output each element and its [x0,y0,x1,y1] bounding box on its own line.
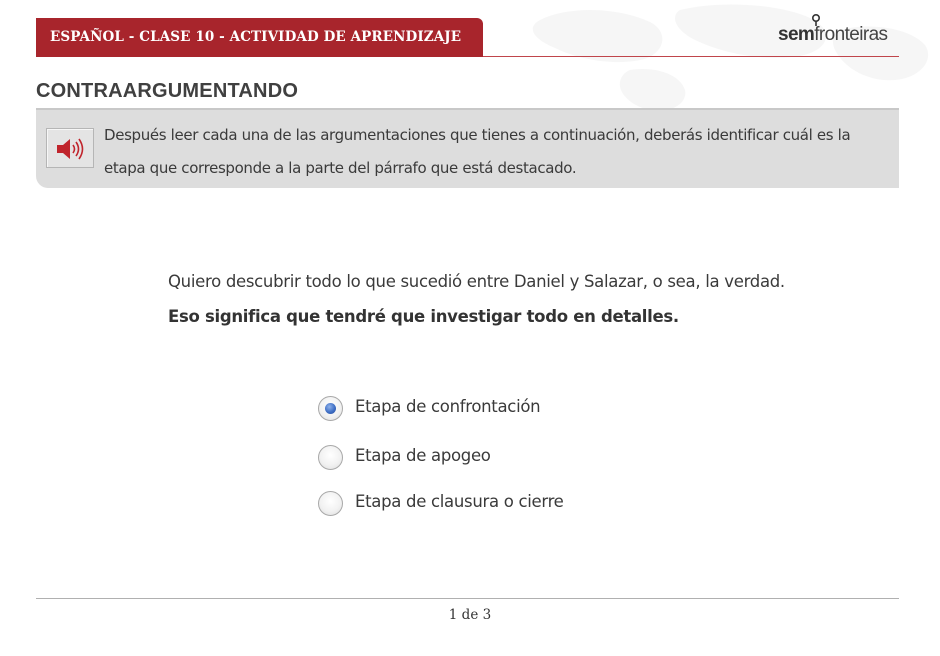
argument-paragraph [168,264,788,334]
speaker-icon [56,137,86,161]
footer-divider [36,598,899,599]
option-label: Etapa de clausura o cierre [355,492,564,511]
radio-button[interactable] [318,445,343,470]
semfronteiras-logo [778,14,902,46]
option-label: Etapa de apogeo [355,446,491,465]
argument-highlighted-text: Eso significa que tendré que investigar todo en detalles. [168,307,679,326]
instruction-text: Después leer cada una de las argumentaciones que tienes a continuación, deberás identificar cuál es la etapa que corresponde a la parte del párrafo que está destacado. [104,126,851,177]
radio-button[interactable] [318,491,343,516]
instruction-panel [36,110,899,188]
option-confrontacion[interactable] [318,394,638,424]
header-divider [483,56,899,57]
argument-plain-text: Quiero descubrir todo lo que sucedió entre Daniel y Salazar, o sea, la verdad. [168,272,785,291]
brand-name [778,24,887,46]
page-indicator: 1 de 3 [448,607,492,623]
brand-name-part1: sem [778,24,815,45]
activity-title-banner: ESPAÑOL - CLASE 10 - ACTIVIDAD DE APRENDIZAJE [36,18,483,57]
option-label: Etapa de confrontación [355,397,541,416]
radio-button-selected[interactable] [318,396,343,421]
play-audio-button[interactable] [46,128,94,168]
option-apogeo[interactable] [318,443,638,473]
page-title: CONTRAARGUMENTANDO [36,80,299,102]
option-clausura[interactable] [318,489,638,519]
brand-name-part2: fronteiras [814,24,888,45]
